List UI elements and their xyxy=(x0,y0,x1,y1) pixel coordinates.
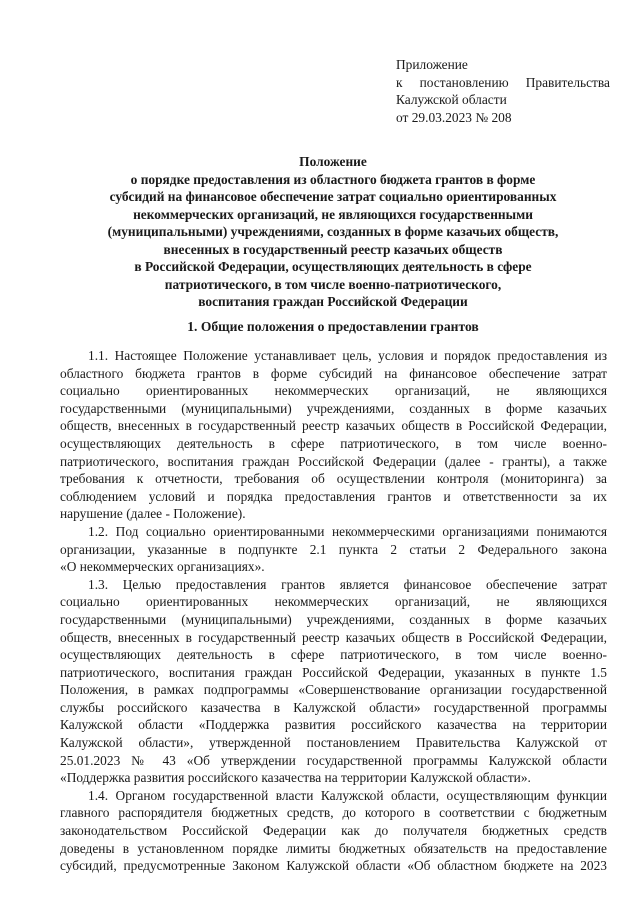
title-line: патриотического, в том числе военно-патриотического, xyxy=(164,276,502,292)
appendix-line: Калужской области xyxy=(396,92,507,107)
paragraph-line: областного бюджета грантов в форме субсидий на финансовое обеспечение затрат xyxy=(60,365,607,381)
paragraph-line: осуществляющих деятельность в сфере патриотического, в том числе военно- xyxy=(60,435,607,451)
title-line: субсидий на финансовое обеспечение затрат социально ориентированных xyxy=(109,189,557,204)
paragraph-line: обществ, внесенных в государственный реестр казачьих обществ в Российской Федерации, xyxy=(60,418,607,434)
paragraph-1-3 xyxy=(60,576,607,787)
appendix-line: к постановлению Правительства xyxy=(396,74,610,90)
paragraph-line: Положения, в рамках подпрограммы «Совершенствование организации государственной xyxy=(60,682,607,698)
paragraph-line: Калужской области», утвержденной постановлением Правительства Калужской от xyxy=(60,735,607,751)
title-line: о порядке предоставления из областного бюджета грантов в форме xyxy=(130,171,536,187)
paragraph-line: соблюдением условий и порядка предоставления грантов и ответственности за их xyxy=(60,488,607,504)
paragraph-line: 25.01.2023 № 43 «Об утверждении государственной программы Калужской области xyxy=(60,752,607,768)
title-line: Положение xyxy=(299,154,367,169)
paragraph-line: субсидий, предусмотренные Законом Калужской области «Об областном бюджете на 2023 xyxy=(60,858,607,874)
paragraph-1-4 xyxy=(60,787,607,875)
paragraph-line: главного распорядителя бюджетных средств, до которого в соответствии с бюджетным xyxy=(60,805,607,821)
paragraph-line: службы российского казачества в Калужской области» государственной программы xyxy=(60,699,607,715)
title-line: в Российской Федерации, осуществляющих деятельность в сфере xyxy=(134,259,532,274)
paragraph-line: 1.4. Органом государственной власти Калужской области, осуществляющим функции xyxy=(88,787,607,803)
appendix-note xyxy=(396,56,610,126)
paragraph-line: законодательством Российской Федерации как до получателя бюджетных средств xyxy=(60,823,607,839)
title-line: воспитания граждан Российской Федерации xyxy=(198,294,468,309)
paragraph-line: доведены в установленном порядке лимиты бюджетных обязательств на предоставление xyxy=(60,840,607,856)
document-body xyxy=(60,347,607,875)
paragraph-line: социально ориентированных некоммерческих организаций, не являющихся xyxy=(60,594,607,610)
appendix-line: Приложение xyxy=(396,57,468,72)
paragraph-line: «О некоммерческих организациях». xyxy=(60,559,265,575)
paragraph-line: патриотического, воспитания граждан Российской Федерации, указанных в пункте 1.5 xyxy=(60,664,607,680)
paragraph-line: организации, указанные в подпункте 2.1 пункта 2 статьи 2 Федерального закона xyxy=(60,541,607,557)
paragraph-line: нарушение (далее - Положение). xyxy=(60,506,246,522)
document-title xyxy=(60,153,606,311)
section-heading: 1. Общие положения о предоставлении грантов xyxy=(187,319,479,334)
paragraph-line: 1.1. Настоящее Положение устанавливает цель, условия и порядок предоставления из xyxy=(88,348,607,363)
paragraph-line: 1.2. Под социально ориентированными некоммерческими организациями понимаются xyxy=(88,523,607,539)
title-line: (муниципальными) учреждениями, созданных в форме казачьих обществ, xyxy=(107,224,559,239)
paragraph-line: 1.3. Целью предоставления грантов является финансовое обеспечение затрат xyxy=(88,576,607,592)
paragraph-line: государственными (муниципальными) учреждениями, созданных в форме казачьих xyxy=(60,400,607,416)
paragraph-line: осуществляющих деятельность в сфере патриотического, в том числе военно- xyxy=(60,647,607,663)
paragraph-line: социально ориентированных некоммерческих организаций, не являющихся xyxy=(60,383,607,399)
paragraph-1-1 xyxy=(60,347,607,523)
title-line: некоммерческих организаций, не являющихся государственными xyxy=(133,206,533,222)
appendix-line: от 29.03.2023 № 208 xyxy=(396,109,512,125)
paragraph-line: обществ, внесенных в государственный реестр казачьих обществ в Российской Федерации, xyxy=(60,629,607,645)
paragraph-line: патриотического, воспитания граждан Российской Федерации (далее - гранты), а также xyxy=(60,453,607,469)
paragraph-line: Калужской области «Поддержка развития российского казачества на территории xyxy=(60,717,607,733)
paragraph-line: «Поддержка развития российского казачества на территории Калужской области». xyxy=(60,770,531,786)
paragraph-line: требования к отчетности, требования об осуществлении контроля (мониторинга) за xyxy=(60,471,607,487)
title-line: внесенных в государственный реестр казачьих обществ xyxy=(163,241,503,257)
paragraph-1-2 xyxy=(60,523,607,576)
paragraph-line: государственными (муниципальными) учреждениями, созданных в форме казачьих xyxy=(60,611,607,627)
